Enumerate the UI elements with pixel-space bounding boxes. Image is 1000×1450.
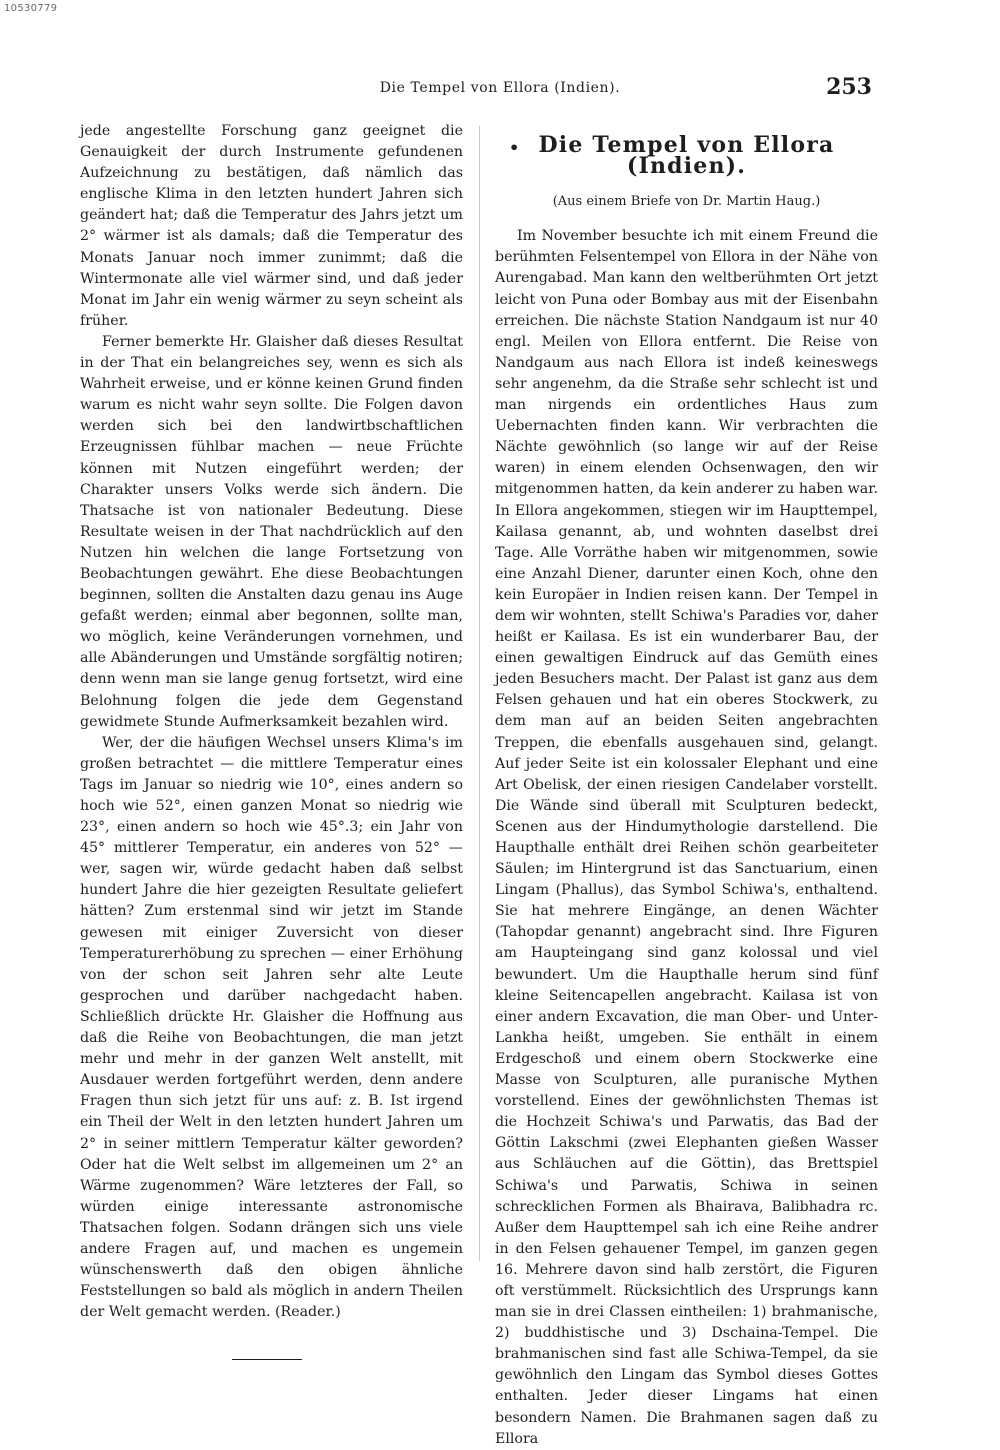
page-number: 253: [826, 74, 872, 100]
right-paragraph-1: Im November besuchte ich mit einem Freund die berühmten Felsentempel von Ellora in der Nähe von Aurengabad. Man kann den weltberühmten Ort jetzt leicht von Puna oder Bombay aus mit der Eisenbahn erreichen. Die nächste Station Nandgaum ist nur 40 engl. Meilen von Ellora entfernt. Die Reise von Nandgaum aus nach Ellora ist indeß keineswegs sehr angenehm, da die Straße sehr schlecht ist und man nirgends ein ordentliches Haus zum Uebernachten finden kann. Wir verbrachten die Nächte gewöhnlich (so lange wir auf der Reise waren) in einem elenden Ochsenwagen, den wir mitgenommen hatten, da kein anderer zu haben war. In Ellora angekommen, stiegen wir im Haupttempel, Kailasa genannt, ab, und wohnten daselbst drei Tage. Alle Vorräthe haben wir mitgenommen, sowie eine Anzahl Diener, darunter einen Koch, ohne den kein Europäer in Indien reisen kann. Der Tempel in dem wir wohnten, stellt Schiwa's Paradies vor, daher heißt er Kailasa. Es ist ein wunderbarer Bau, der einen gewaltigen Eindruck auf das Gemüth eines jeden Besuchers macht. Der Palast ist ganz aus dem Felsen gehauen und hat ein oberes Stockwerk, zu dem man auf an beiden Seiten angebrachten Treppen, die ebenfalls ausgehauen sind, gelangt. Auf jeder Seite ist ein kolossaler Elephant und eine Art Obelisk, der einen riesigen Candelaber vorstellt. Die Wände sind überall mit Sculpturen bedeckt, Scenen aus der Hindumythologie darstellend. Die Haupthalle enthält drei Reihen schön gearbeiteter Säulen; im Hintergrund ist das Sanctuarium, einen Lingam (Phallus), das Symbol Schiwa's, enthaltend. Sie hat mehrere Eingänge, an denen Wächter (Tahopdar genannt) angebracht sind. Ihre Figuren am Haupteingang sind ganz kolossal und viel bewundert. Um die Haupthalle herum sind fünf kleine Seitencapellen angebracht. Kailasa ist von einer andern Excavation, die man Ober- und Unter-Lankha heißt, umgeben. Sie enthält in einem Erdgeschoß und einem obern Stockwerke eine Masse von Sculpturen, alle puranische Mythen vorstellend. Eines der gewöhnlichsten Themas ist die Hochzeit Schiwa's und Parwatis, das Bad der Göttin Lakschmi (zwei Elephanten gießen Wasser aus Schläuchen auf die Göttin), das Brettspiel Schiwa's und Parwatis, Schiwa in seinen schrecklichen Formen als Bhairava, Balibhadra rc. Außer dem Haupttempel sah ich eine Reihe andrer in den Felsen gehauener Tempel, im ganzen gegen 16. Mehrere davon sind halb zerstört, die Figuren oft verstümmelt. Rücksichtlich des Ursprungs kann man sie in drei Classen eintheilen: 1) brahmanische, 2) buddhistische und 3) Dschaina-Tempel. Die brahmanischen sind fast alle Schiwa-Tempel, da sie gewöhnlich den Lingam das Symbol dieses Gottes enthalten. Jeder dieser Lingams hat einen besondern Namen. Die Brahmanen sagen daß zu Ellora: [495, 228, 878, 1447]
left-paragraph-2: Ferner bemerkte Hr. Glaisher daß dieses Resultat in der That ein belangreiches sey, wenn es sich als Wahrheit erweise, und er könne keinen Grund finden warum es nicht wahr seyn sollte. Die Folgen davon werden sich bei den landwirtbschaftlichen Erzeugnissen fühlbar machen — neue Früchte können mit Nutzen eingeführt werden; der Charakter unsers Volks werde sich ändern. Die Thatsache ist von nationaler Bedeutung. Diese Resultate weisen in der That nachdrücklich auf den Nutzen hin welchen die lange Fortsetzung von Beobachtungen gewährt. Ehe diese Beobachtungen beginnen, sollten die Anstalten dazu genau ins Auge gefaßt werden; einmal aber begonnen, sollte man, wo möglich, keine Veränderungen vornehmen, und alle Abänderungen und Umstände sorgfältig notiren; denn wenn man sie lange genug fortsetzt, wird eine Belohnung folgen die jede dem Gegenstand gewidmete Stunde Aufmerksamkeit bezahlen wird.: [80, 333, 463, 730]
column-divider: [479, 126, 480, 1261]
running-title: Die Tempel von Ellora (Indien).: [379, 80, 621, 96]
left-column: [80, 121, 463, 1360]
left-paragraph-1: jede angestellte Forschung ganz geeignet die Genauigkeit der durch Instrumente gefundenen Aufzeichnung zu bestätigen, daß nämlich das englische Klima in den letzten hundert Jahren sich geändert hat; daß die Temperatur des Jahrs jetzt um 2° wärmer ist als damals; daß die Temperatur des Monats Januar noch immer zunimmt; daß die Wintermonate alle viel wärmer sind, und daß jeder Monat im Jahr ein wenig wärmer zu seyn scheint als früher.: [80, 123, 463, 329]
left-paragraph-3: Wer, der die häufigen Wechsel unsers Klima's im großen betrachtet — die mittlere Temperatur eines Tags im Januar so niedrig wie 10°, eines andern so hoch wie 52°, einen ganzen Monat so niedrig wie 23°, einen andern so hoch wie 45°.3; ein Jahr von 45° mittlerer Temperatur, ein anderes von 52° — wer, sagen wir, würde gedacht haben daß selbst hundert Jahre die hier gezeigten Resultate geliefert hätten? Zum erstenmal sind wir jetzt im Stande gewesen mit einiger Zuversicht von dieser Temperaturerhöbung zu sprechen — einer Erhöhung von der schon seit Jahren sehr alte Leute gesprochen und darüber nachgedacht haben. Schließlich drückte Hr. Glaisher die Hoffnung aus daß die Reihe von Beobachtungen, die man jetzt mehr und mehr in der ganzen Welt anstellt, mit Ausdauer werden fortgeführt werden, denn andere Fragen thun sich jetzt für uns auf: z. B. Ist irgend ein Theil der Welt in den letzten hundert Jahren um 2° in seiner mittlern Temperatur kälter geworden? Oder hat die Welt selbst im allgemeinen um 2° an Wärme zugenommen? Wäre letzteres der Fall, so würden einige interessante astronomische Thatsachen folgen. Sodann drängen sich uns viele andere Fragen auf, und machen es ungemein wünschenswerth daß den obigen ähnliche Feststellungen so bald als möglich in andern Theilen der Welt gemacht werden. (Reader.): [80, 734, 463, 1321]
scan-id-label: 10530779: [4, 3, 58, 14]
article-title: Die Tempel von Ellora (Indien).: [538, 132, 835, 180]
right-column: [495, 121, 878, 1450]
title-bullet: •: [509, 138, 521, 157]
section-end-rule: [232, 1359, 302, 1360]
article-title-block: [495, 132, 878, 180]
article-byline: (Aus einem Briefe von Dr. Martin Haug.): [552, 194, 821, 210]
